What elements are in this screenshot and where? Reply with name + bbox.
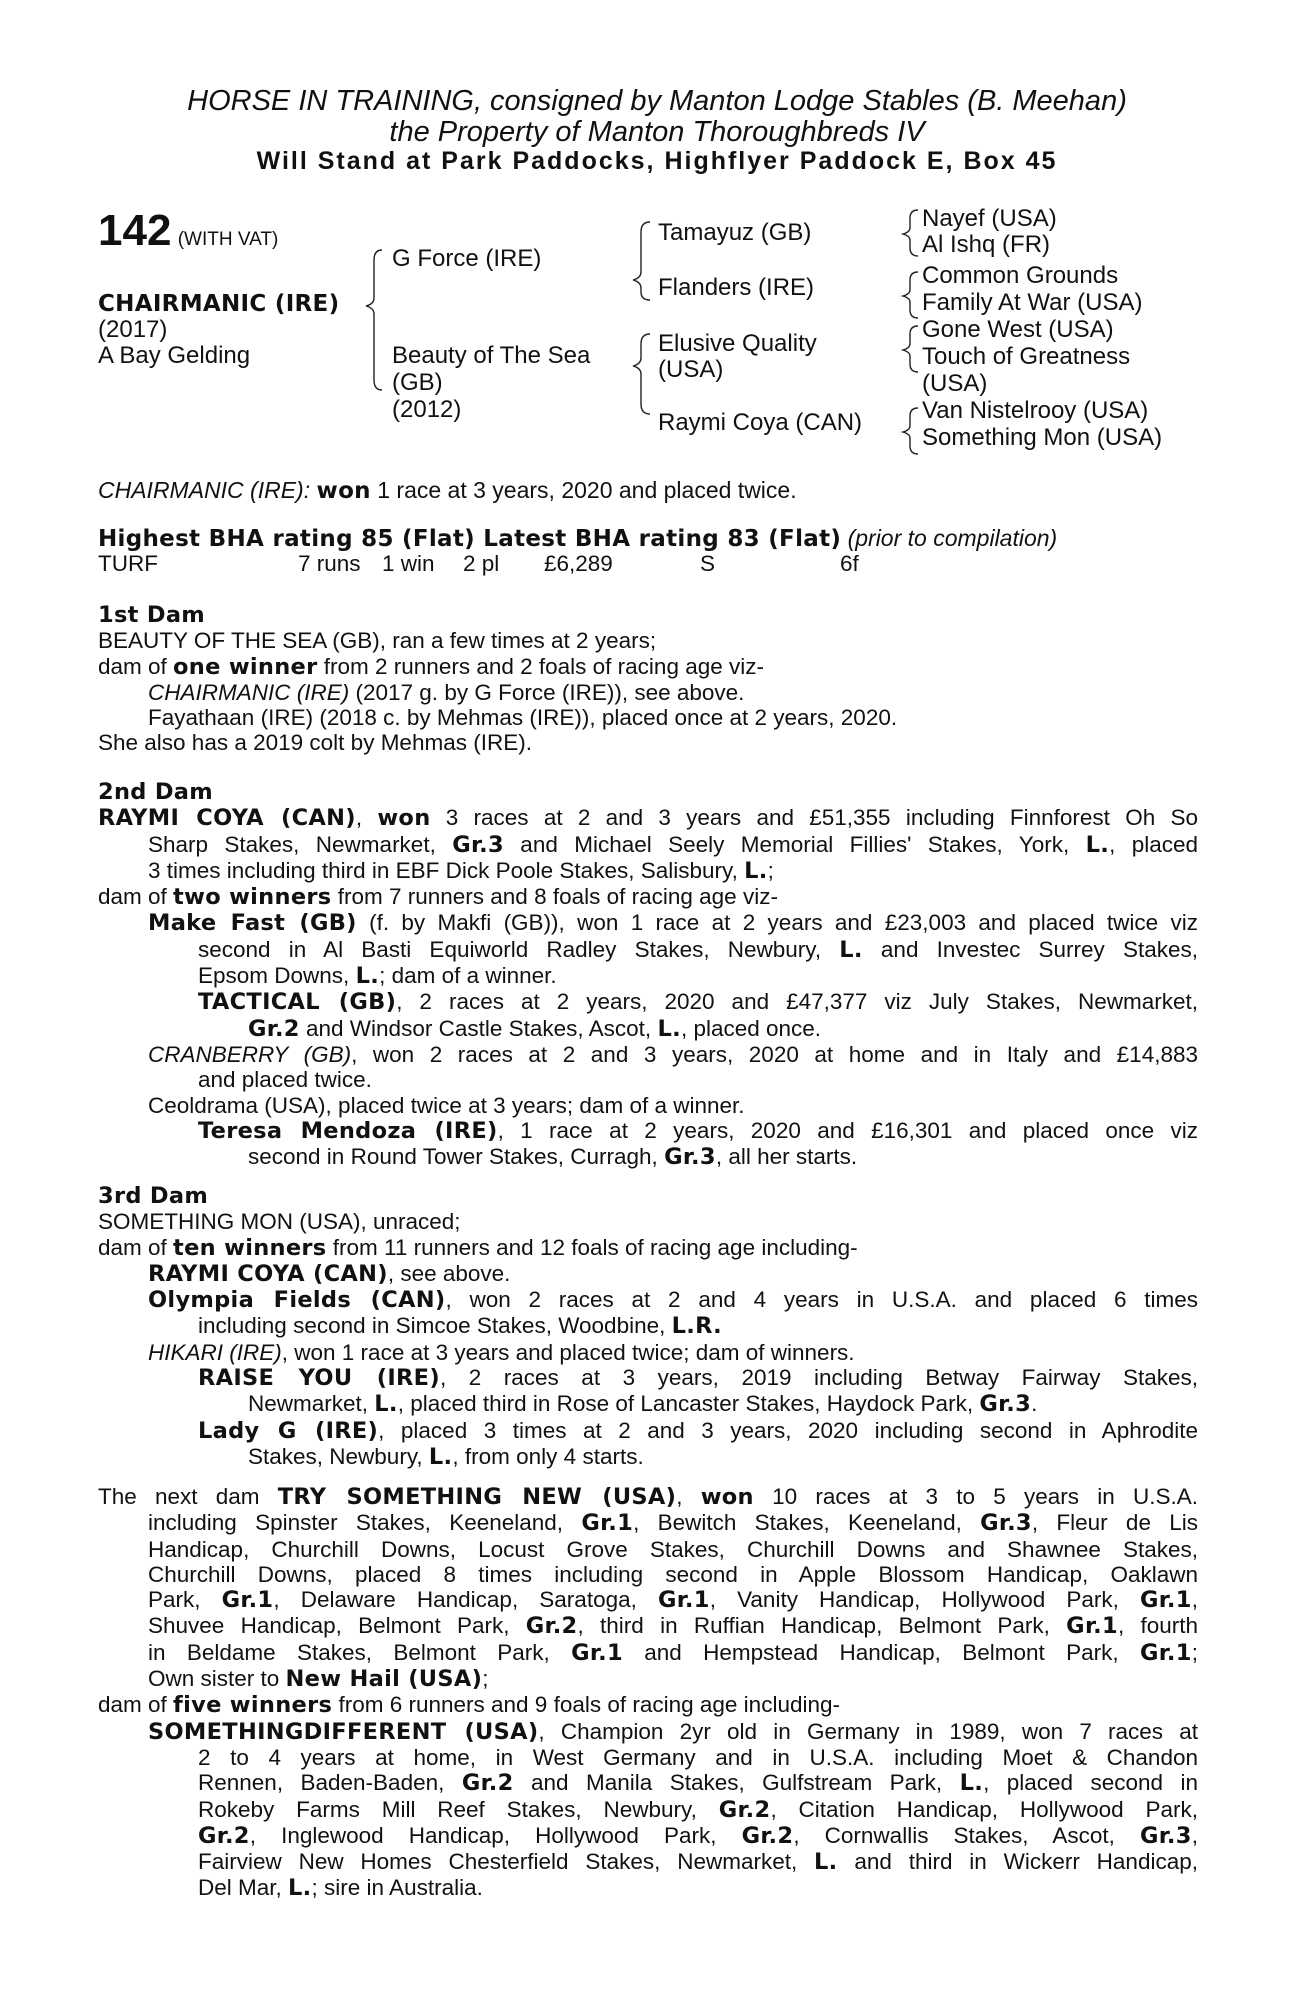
pedigree-g4-item: Nayef (USA): [922, 205, 1057, 232]
pedigree-dam-origin: (GB): [392, 369, 443, 396]
second-dam-line: Epsom Downs, L.; dam of a winner.: [198, 963, 557, 990]
next-dam-line: Fairview New Homes Chesterfield Stakes, Newmarket, L. and third in Wickerr Handicap,: [198, 1849, 1198, 1876]
property-line: the Property of Manton Thoroughbreds IV: [389, 116, 925, 148]
second-dam-line: dam of two winners from 7 runners and 8 foals of racing age viz-: [98, 884, 778, 911]
second-dam-line: Sharp Stakes, Newmarket, Gr.3 and Michael Seely Memorial Fillies' Stakes, York, L., placed: [148, 831, 1198, 858]
third-dam-line: SOMETHING MON (USA), unraced;: [98, 1209, 461, 1235]
summary-horse: CHAIRMANIC (IRE): [98, 477, 304, 503]
pedigree-dam: Beauty of The Sea: [392, 342, 591, 369]
pedigree-g4-item: Something Mon (USA): [922, 424, 1163, 451]
next-dam-line: Shuvee Handicap, Belmont Park, Gr.2, third in Ruffian Handicap, Belmont Park, Gr.1, fourth: [148, 1613, 1198, 1640]
third-dam-line: Stakes, Newbury, L., from only 4 starts.: [248, 1443, 644, 1470]
rating-win: 1 win: [382, 551, 435, 576]
rating-line: [98, 525, 1057, 552]
pedigree-dam-sire: Elusive Quality: [658, 330, 817, 357]
second-dam-line: and placed twice.: [198, 1067, 372, 1093]
second-dam-line: second in Al Basti Equiworld Radley Stakes, Newbury, L. and Investec Surrey Stakes,: [198, 936, 1198, 963]
pedigree-braces: [0, 0, 1314, 460]
pedigree-sire: G Force (IRE): [392, 245, 542, 272]
first-dam-line: CHAIRMANIC (IRE) (2017 g. by G Force (IRE)), see above.: [148, 679, 745, 705]
third-dam-line: HIKARI (IRE), won 1 race at 3 years and placed twice; dam of winners.: [148, 1339, 855, 1365]
second-dam-line: RAYMI COYA (CAN), won 3 races at 2 and 3 years and £51,355 including Finnforest Oh So: [98, 805, 1198, 832]
second-dam-line: TACTICAL (GB), 2 races at 2 years, 2020 and £47,377 viz July Stakes, Newmarket,: [198, 989, 1198, 1016]
lot-number: 142: [98, 206, 172, 255]
rating-placed: 2 pl: [463, 551, 500, 576]
pedigree-g4-item: Common Grounds: [922, 262, 1119, 289]
vat-note: (WITH VAT): [177, 229, 279, 250]
consignor-line: HORSE IN TRAINING, consigned by Manton Lodge Stables (B. Meehan): [187, 85, 1127, 117]
third-dam-line: including second in Simcoe Stakes, Woodbine, L.R.: [198, 1313, 722, 1340]
next-dam-line: Rennen, Baden-Baden, Gr.2 and Manila Stakes, Gulfstream Park, L., placed second in: [198, 1770, 1198, 1797]
rating-text: Highest BHA rating 85 (Flat) Latest BHA rating 83 (Flat): [98, 526, 842, 552]
first-dam-line: BEAUTY OF THE SEA (GB), ran a few times at 2 years;: [98, 628, 657, 654]
second-dam-line: Teresa Mendoza (IRE), 1 race at 2 years, 2020 and £16,301 and placed once viz: [198, 1117, 1198, 1144]
race-summary: CHAIRMANIC (IRE): won 1 race at 3 years, 2020 and placed twice.: [98, 477, 797, 504]
pedigree-g4-item: Gone West (USA): [922, 316, 1114, 343]
next-dam-line: Park, Gr.1, Delaware Handicap, Saratoga, Gr.1, Vanity Handicap, Hollywood Park, Gr.1,: [148, 1587, 1198, 1614]
next-dam-line: SOMETHINGDIFFERENT (USA), Champion 2yr old in Germany in 1989, won 7 races at: [148, 1718, 1198, 1745]
second-dam-heading: 2nd Dam: [98, 779, 214, 805]
pedigree-sire-sire: Tamayuz (GB): [658, 219, 812, 246]
next-dam-line: Rokeby Farms Mill Reef Stakes, Newbury, Gr.2, Citation Handicap, Hollywood Park,: [198, 1796, 1198, 1823]
next-dam-line: 2 to 4 years at home, in West Germany and in U.S.A. including Moet & Chandon: [198, 1744, 1198, 1770]
next-dam-section: [98, 1484, 1198, 1902]
pedigree-g4-item: Family At War (USA): [922, 289, 1143, 316]
rating-earnings: £6,289: [544, 551, 613, 576]
second-dam-line: Gr.2 and Windsor Castle Stakes, Ascot, L., placed once.: [248, 1015, 822, 1042]
horse-description: A Bay Gelding: [98, 342, 251, 369]
third-dam-line: Newmarket, L., placed third in Rose of Lancaster Stakes, Haydock Park, Gr.3.: [248, 1391, 1038, 1418]
next-dam-line: The next dam TRY SOMETHING NEW (USA), won 10 races at 3 to 5 years in U.S.A.: [98, 1484, 1198, 1510]
summary-won: won: [316, 478, 371, 504]
first-dam-line: dam of one winner from 2 runners and 2 foals of racing age viz-: [98, 653, 764, 680]
next-dam-line: in Beldame Stakes, Belmont Park, Gr.1 and Hempstead Handicap, Belmont Park, Gr.1;: [148, 1639, 1198, 1666]
next-dam-line: Handicap, Churchill Downs, Locust Grove Stakes, Churchill Downs and Shawnee Stakes,: [148, 1536, 1198, 1562]
first-dam-line: She also has a 2019 colt by Mehmas (IRE).: [98, 730, 532, 756]
horse-name: CHAIRMANIC (IRE): [98, 291, 340, 317]
third-dam-line: Lady G (IRE), placed 3 times at 2 and 3 years, 2020 including second in Aphrodite: [198, 1417, 1198, 1444]
pedigree-g4-item: Van Nistelrooy (USA): [922, 397, 1149, 424]
pedigree-g4-item: Al Ishq (FR): [922, 231, 1051, 258]
horse-year: (2017): [98, 316, 168, 343]
rating-distance: 6f: [840, 551, 859, 576]
pedigree-g4-item: Touch of Greatness: [922, 343, 1131, 370]
next-dam-line: Own sister to New Hail (USA);: [148, 1666, 489, 1693]
rating-going: S: [700, 551, 716, 576]
next-dam-line: Churchill Downs, placed 8 times including second in Apple Blossom Handicap, Oaklawn: [148, 1561, 1198, 1587]
second-dam-line: Ceoldrama (USA), placed twice at 3 years; dam of a winner.: [148, 1092, 745, 1118]
second-dam-section: [98, 780, 1198, 1170]
pedigree-dam-dam: Raymi Coya (CAN): [658, 409, 863, 436]
rating-note: (prior to compilation): [847, 525, 1058, 551]
next-dam-line: Gr.2, Inglewood Handicap, Hollywood Park, Gr.2, Cornwallis Stakes, Ascot, Gr.3,: [198, 1822, 1198, 1849]
first-dam-line: Fayathaan (IRE) (2018 c. by Mehmas (IRE)), placed once at 2 years, 2020.: [148, 705, 898, 731]
pedigree-sire-dam: Flanders (IRE): [658, 274, 815, 301]
second-dam-line: second in Round Tower Stakes, Curragh, Gr.3, all her starts.: [248, 1144, 858, 1171]
next-dam-line: Del Mar, L.; sire in Australia.: [198, 1875, 483, 1902]
stand-line: Will Stand at Park Paddocks, Highflyer Paddock E, Box 45: [256, 147, 1058, 175]
pedigree-dam-year: (2012): [392, 396, 462, 423]
second-dam-line: Make Fast (GB) (f. by Makfi (GB)), won 1 race at 2 years and £23,003 and placed twice viz: [148, 910, 1198, 937]
summary-text: 1 race at 3 years, 2020 and placed twice.: [370, 477, 797, 503]
next-dam-line: including Spinster Stakes, Keeneland, Gr.1, Bewitch Stakes, Keeneland, Gr.3, Fleur de Lis: [148, 1510, 1198, 1537]
next-dam-line: dam of five winners from 6 runners and 9 foals of racing age including-: [98, 1692, 840, 1719]
rating-runs: 7 runs: [298, 551, 361, 576]
rating-surface: TURF: [98, 551, 158, 576]
third-dam-line: RAISE YOU (IRE), 2 races at 3 years, 2019 including Betway Fairway Stakes,: [198, 1365, 1199, 1392]
first-dam-heading: 1st Dam: [98, 602, 206, 628]
pedigree-dam-sire-origin: (USA): [658, 356, 724, 383]
first-dam-section: [98, 603, 1198, 756]
second-dam-line: CRANBERRY (GB), won 2 races at 2 and 3 years, 2020 at home and in Italy and £14,883: [148, 1041, 1198, 1067]
third-dam-line: dam of ten winners from 11 runners and 12 foals of racing age including-: [98, 1234, 858, 1261]
second-dam-line: 3 times including third in EBF Dick Poole Stakes, Salisbury, L.;: [148, 857, 774, 884]
third-dam-line: Olympia Fields (CAN), won 2 races at 2 and 4 years in U.S.A. and placed 6 times: [148, 1287, 1199, 1314]
third-dam-heading: 3rd Dam: [98, 1183, 209, 1209]
third-dam-line: RAYMI COYA (CAN), see above.: [148, 1260, 511, 1287]
third-dam-section: [98, 1184, 1198, 1470]
pedigree-g4-item: (USA): [922, 370, 988, 397]
